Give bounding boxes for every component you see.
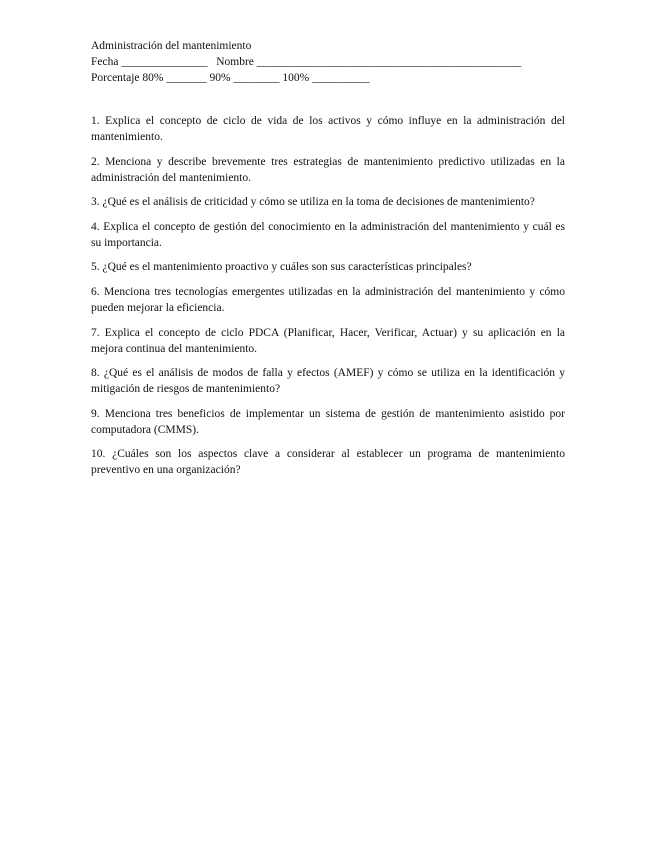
- question-1: 1. Explica el concepto de ciclo de vida de los activos y cómo influye en la administración del mantenimiento.: [91, 115, 565, 143]
- question-9: 9. Menciona tres beneficios de implementar un sistema de gestión de mantenimiento asistido por computadora (CMMS).: [91, 407, 565, 436]
- question-6: 6. Menciona tres tecnologías emergentes utilizadas en la administración del mantenimiento y cómo pueden mejorar la eficiencia.: [91, 285, 565, 314]
- question-7: 7. Explica el concepto de ciclo PDCA (Planificar, Hacer, Verificar, Actuar) y su aplicación en la mejora continua del mantenimiento.: [91, 326, 565, 355]
- document-title: Administración del mantenimiento: [91, 40, 252, 52]
- question-3: 3. ¿Qué es el análisis de criticidad y cómo se utiliza en la toma de decisiones de mantenimiento?: [91, 196, 535, 209]
- document-page: [91, 38, 565, 487]
- question-list: [91, 113, 565, 478]
- question-2: 2. Menciona y describe brevemente tres estrategias de mantenimiento predictivo utilizadas en la administración del mantenimiento.: [91, 155, 565, 184]
- question-4: 4. Explica el concepto de gestión del conocimiento en la administración del mantenimiento y cuál es su importancia.: [91, 220, 565, 249]
- question-10: 10. ¿Cuáles son los aspectos clave a considerar al establecer un programa de mantenimiento preventivo en una organización?: [91, 448, 565, 477]
- question-5: 5. ¿Qué es el mantenimiento proactivo y cuáles son sus características principales?: [91, 261, 472, 274]
- question-8: 8. ¿Qué es el análisis de modos de falla y efectos (AMEF) y cómo se utiliza en la identificación y mitigación de riesgos de mantenimiento?: [91, 367, 565, 396]
- document-header: [91, 38, 565, 86]
- date-name-line: Fecha _______________ Nombre ______________________________________________: [91, 56, 522, 68]
- percentage-line: Porcentaje 80% _______ 90% ________ 100% __________: [91, 72, 370, 84]
